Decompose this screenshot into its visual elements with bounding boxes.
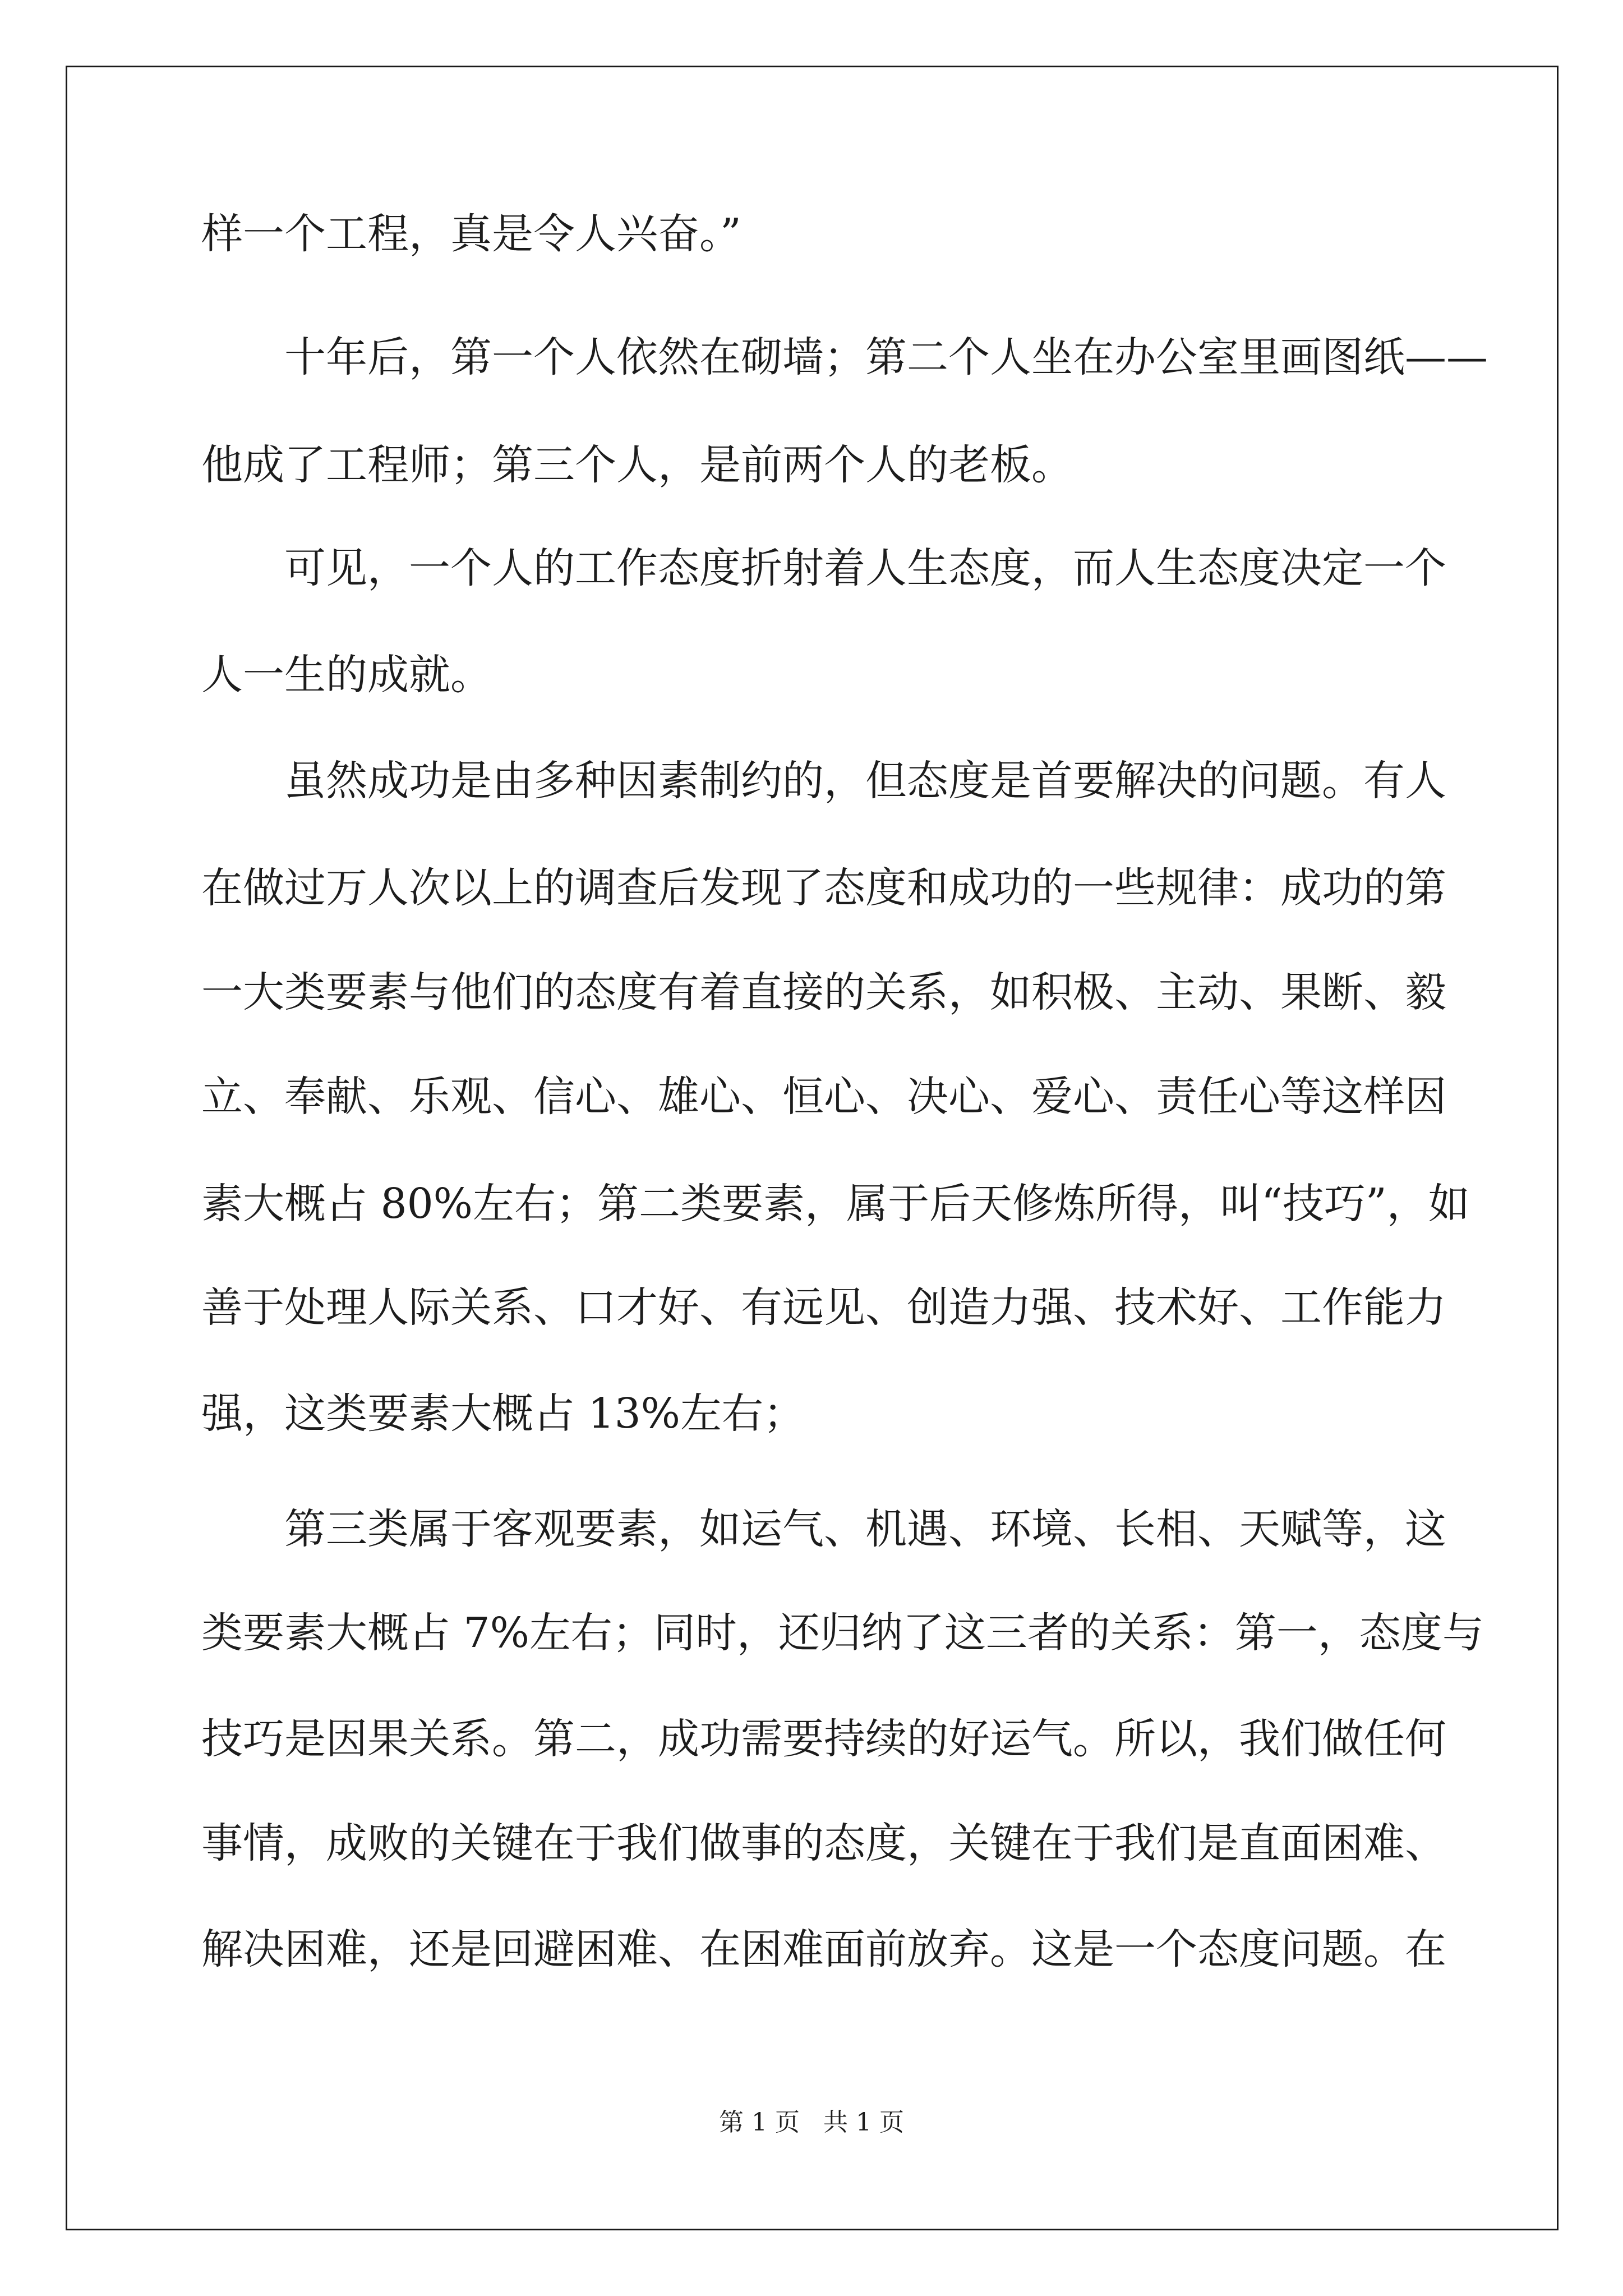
text-line: 事情，成败的关键在于我们做事的态度，关键在于我们是直面困难、	[201, 1819, 1446, 1867]
text-line: 类要素大概占 7%左右；同时，还归纳了这三者的关系：第一，态度与	[201, 1609, 1484, 1657]
text-line: 素大概占 80%左右；第二类要素，属于后天修炼所得，叫“技巧”，如	[201, 1180, 1470, 1228]
text-line: 第三类属于客观要素，如运气、机遇、环境、长相、天赋等，这	[284, 1505, 1446, 1553]
page-number-footer: 第 1 页 共 1 页	[719, 2108, 904, 2137]
text-line: 可见，一个人的工作态度折射着人生态度，而人生态度决定一个	[284, 544, 1446, 592]
text-line: 在做过万人次以上的调查后发现了态度和成功的一些规律：成功的第	[201, 864, 1446, 912]
text-line: 技巧是因果关系。第二，成功需要持续的好运气。所以，我们做任何	[201, 1715, 1446, 1763]
text-line: 人一生的成就。	[201, 651, 492, 699]
text-line: 善于处理人际关系、口才好、有远见、创造力强、技术好、工作能力	[201, 1283, 1446, 1332]
text-line: 他成了工程师；第三个人，是前两个人的老板。	[201, 441, 1073, 489]
text-line: 解决困难，还是回避困难、在困难面前放弃。这是一个态度问题。在	[201, 1925, 1446, 1973]
text-line: 立、奉献、乐观、信心、雄心、恒心、决心、爱心、责任心等这样因	[201, 1073, 1446, 1121]
text-line: 虽然成功是由多种因素制约的，但态度是首要解决的问题。有人	[284, 757, 1446, 805]
text-line: 样一个工程，真是令人兴奋。”	[201, 210, 741, 258]
text-line: 强，这类要素大概占 13%左右；	[201, 1389, 805, 1438]
text-line: 一大类要素与他们的态度有着直接的关系，如积极、主动、果断、毅	[201, 968, 1446, 1016]
page-border	[66, 66, 1559, 2230]
text-line: 十年后，第一个人依然在砌墙；第二个人坐在办公室里画图纸——	[284, 333, 1488, 381]
